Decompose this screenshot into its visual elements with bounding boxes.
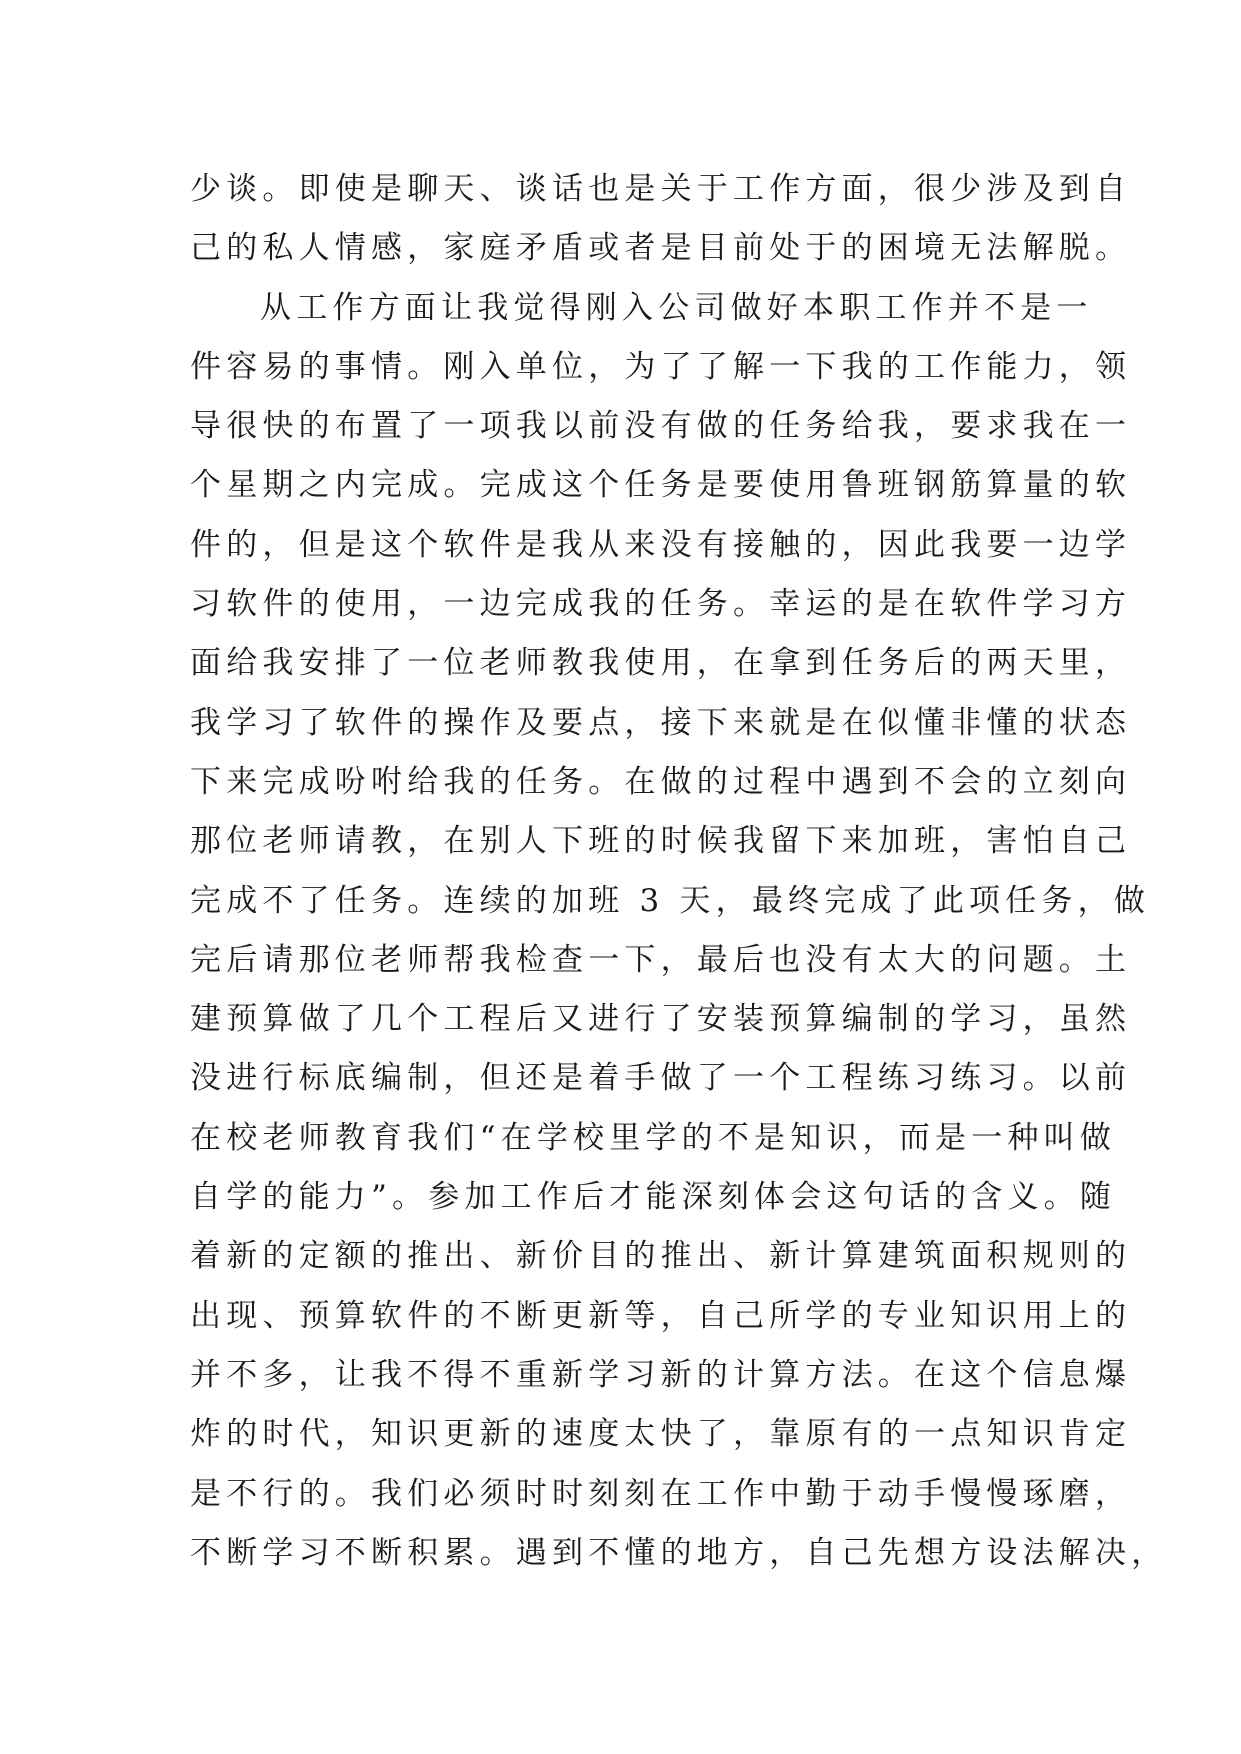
text-line: 少谈。即使是聊天、谈话也是关于工作方面，很少涉及到自	[190, 171, 1132, 207]
text-line: 完成不了任务。连续的加班 3 天，最终完成了此项任务，做	[190, 882, 1151, 919]
text-line: 建预算做了几个工程后又进行了安装预算编制的学习，虽然	[190, 1001, 1132, 1038]
text-line: 面给我安排了一位老师教我使用，在拿到任务后的两天里，	[190, 645, 1132, 682]
text-line: 习软件的使用，一边完成我的任务。幸运的是在软件学习方	[190, 586, 1132, 623]
text-line: 出现、预算软件的不断更新等，自己所学的专业知识用上的	[190, 1297, 1132, 1334]
text-line: 着新的定额的推出、新价目的推出、新计算建筑面积规则的	[190, 1238, 1132, 1275]
text-line: 完后请那位老师帮我检查一下，最后也没有太大的问题。土	[190, 941, 1132, 978]
text-line: 个星期之内完成。完成这个任务是要使用鲁班钢筋算量的软	[190, 467, 1132, 504]
text-line: 不断学习不断积累。遇到不懂的地方，自己先想方设法解决，	[190, 1534, 1168, 1571]
text-line: 导很快的布置了一项我以前没有做的任务给我，要求我在一	[190, 408, 1132, 445]
text-line: 那位老师请教，在别人下班的时候我留下来加班，害怕自己	[190, 823, 1132, 860]
body-text	[190, 160, 1168, 1583]
text-line: 没进行标底编制，但还是着手做了一个工程练习练习。以前	[190, 1060, 1132, 1097]
text-line: 己的私人情感，家庭矛盾或者是目前处于的困境无法解脱。	[190, 230, 1132, 267]
text-line: 是不行的。我们必须时时刻刻在工作中勤于动手慢慢琢磨，	[190, 1475, 1132, 1512]
text-line: 炸的时代，知识更新的速度太快了，靠原有的一点知识肯定	[190, 1416, 1132, 1453]
text-line: 件容易的事情。刚入单位，为了了解一下我的工作能力，领	[190, 348, 1132, 385]
text-line: 在校老师教育我们“在学校里学的不是知识，而是一种叫做	[190, 1119, 1117, 1156]
text-line: 自学的能力”。参加工作后才能深刻体会这句话的含义。随	[190, 1179, 1117, 1216]
text-line: 我学习了软件的操作及要点，接下来就是在似懂非懂的状态	[190, 704, 1132, 741]
paragraph-first-line: 从工作方面让我觉得刚入公司做好本职工作并不是一	[260, 289, 1093, 326]
text-line: 并不多，让我不得不重新学习新的计算方法。在这个信息爆	[190, 1356, 1132, 1393]
text-line: 下来完成吩咐给我的任务。在做的过程中遇到不会的立刻向	[190, 763, 1132, 800]
text-line: 件的，但是这个软件是我从来没有接触的，因此我要一边学	[190, 526, 1132, 563]
